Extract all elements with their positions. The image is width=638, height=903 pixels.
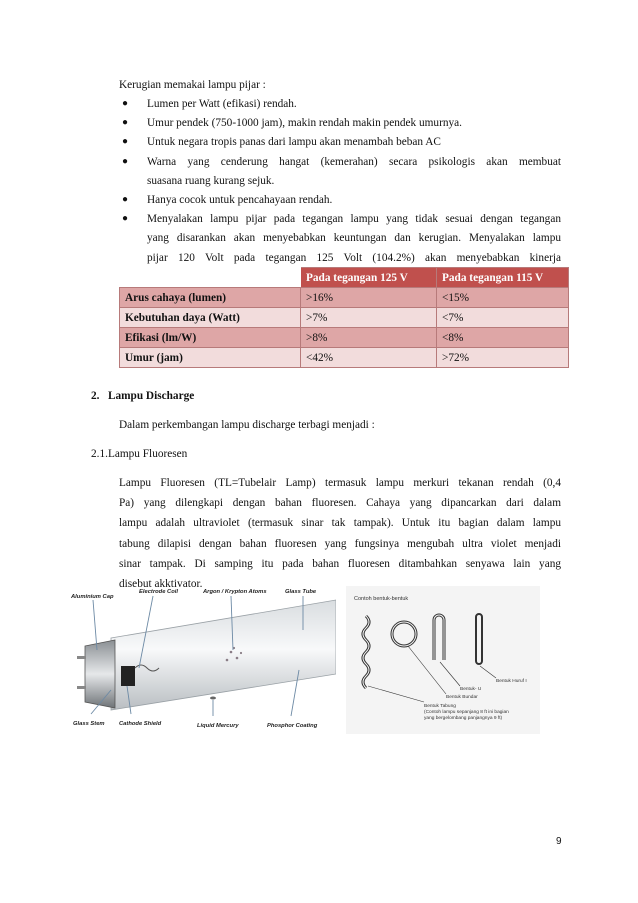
- label-note-2: yang bergelombang panjangnya 9 ft): [424, 716, 503, 721]
- table-header-cell: Pada tegangan 125 V: [301, 268, 437, 288]
- paragraph-line: lampu adalah ultraviolet (termasuk sinar tak tampak). Untuk itu bagian dalam lampu: [119, 517, 561, 530]
- subsection-heading: 2.1.Lampu Fluoresen: [91, 448, 188, 460]
- label-note-1: (Contoh lampu sepanjang 8 ft ini bagian: [424, 710, 509, 715]
- section-heading: 2. Lampu Discharge: [91, 390, 195, 402]
- paragraph-line: sinar tampak. Di samping itu pada bahan fluoresen ditambahkan senyawa lain yang: [119, 557, 561, 570]
- bullet-icon: ●: [122, 136, 129, 148]
- tube-cap: [85, 640, 115, 708]
- label-bentuk-tabung: Bentuk Tabung: [424, 704, 456, 709]
- label-huruf-i: Bentuk Huruf I: [496, 679, 527, 684]
- bullet-icon: ●: [122, 194, 129, 205]
- table-cell: >7%: [301, 308, 437, 328]
- bullet-icon: ●: [122, 213, 129, 225]
- table-cell: <42%: [301, 348, 437, 368]
- table-cell: Efikasi (lm/W): [120, 328, 301, 348]
- performance-table: [119, 267, 569, 368]
- label-electrode-coil: Electrode Coil: [139, 589, 178, 595]
- fluorescent-tube-diagram: [71, 582, 336, 734]
- paragraph-line: Pa) yang dilengkapi dengan bahan fluoresen. Cahaya yang dipancarkan dari dalam: [119, 497, 561, 510]
- paragraph-line: disebut akktivator.: [119, 578, 203, 590]
- table-header-cell: [120, 268, 301, 288]
- page-number: 9: [556, 836, 562, 847]
- table-cell: <15%: [437, 288, 569, 308]
- table-cell: >8%: [301, 328, 437, 348]
- label-liquid-mercury: Liquid Mercury: [197, 723, 239, 729]
- table-cell: Kebutuhan daya (Watt): [120, 308, 301, 328]
- bullet-item-line: Untuk negara tropis panas dari lampu akan menambah beban AC: [147, 136, 441, 149]
- intro-text: Kerugian memakai lampu pijar :: [119, 79, 266, 91]
- cathode-shield: [121, 666, 135, 686]
- paragraph-line: Lampu Fluoresen (TL=Tubelair Lamp) termasuk lampu merkuri tekanan rendah (0,4: [119, 477, 561, 489]
- label-bentuk-bundar: Bentuk Bundar: [446, 695, 478, 700]
- table-header-row: [120, 268, 569, 288]
- cap-pin: [77, 656, 86, 659]
- bullet-icon: ●: [122, 155, 129, 167]
- table-cell: >16%: [301, 288, 437, 308]
- bullet-item-line: Menyalakan lampu pijar pada tegangan lampu yang tidak sesuai dengan tegangan: [147, 213, 561, 226]
- bullet-item-line: pijar 120 Volt pada tegangan 125 Volt (104.2%) akan menyebabkan kinerja: [147, 251, 561, 264]
- bullet-icon: ●: [122, 117, 129, 129]
- table-cell: >72%: [437, 348, 569, 368]
- table-cell: Arus cahaya (lumen): [120, 288, 301, 308]
- table-header-cell: Pada tegangan 115 V: [437, 268, 569, 288]
- paragraph: Dalam perkembangan lampu discharge terbagi menjadi :: [119, 419, 375, 431]
- leader-line: [93, 600, 97, 650]
- bullet-item-line: suasana ruang kurang sejuk.: [147, 174, 275, 187]
- table-row: [120, 288, 569, 308]
- label-glass-stem: Glass Stem: [73, 721, 105, 727]
- bullet-item-line: yang disarankan akan menyebabkan keuntungan dan kerugian. Menyalakan lampu: [147, 232, 561, 245]
- shapes-title: Contoh bentuk-bentuk: [354, 596, 409, 602]
- bullet-item-line: Hanya cocok untuk pencahayaan rendah.: [147, 194, 333, 206]
- table-row: [120, 328, 569, 348]
- label-cathode-shield: Cathode Shield: [119, 721, 162, 727]
- bullet-item-line: Lumen per Watt (efikasi) rendah.: [147, 98, 297, 110]
- table-cell: Umur (jam): [120, 348, 301, 368]
- mercury-drop: [210, 697, 216, 700]
- label-phosphor: Phosphor Coating: [267, 723, 318, 729]
- table-row: [120, 308, 569, 328]
- bullet-item-line: Warna yang cenderung hangat (kemerahan) secara psikologis akan membuat: [147, 155, 561, 168]
- label-glass-tube: Glass Tube: [285, 589, 317, 595]
- label-argon: Argon / Krypton Atoms: [203, 589, 267, 595]
- label-aluminium-cap: Aluminium Cap: [71, 594, 114, 600]
- bullet-item-line: Umur pendek (750-1000 jam), makin rendah makin pendek umurnya.: [147, 117, 462, 130]
- table-cell: <7%: [437, 308, 569, 328]
- table-cell: <8%: [437, 328, 569, 348]
- label-bentuk-u: Bentuk- U: [460, 687, 482, 692]
- tube-glass: [111, 600, 336, 710]
- table-row: [120, 348, 569, 368]
- bullet-icon: ●: [122, 98, 129, 109]
- lamp-shapes-diagram: [346, 586, 540, 734]
- paragraph-line: tabung dilapisi dengan bahan fluoresen yang fungsinya mengubah ultra violet menjadi: [119, 537, 561, 550]
- cap-pin: [77, 686, 86, 689]
